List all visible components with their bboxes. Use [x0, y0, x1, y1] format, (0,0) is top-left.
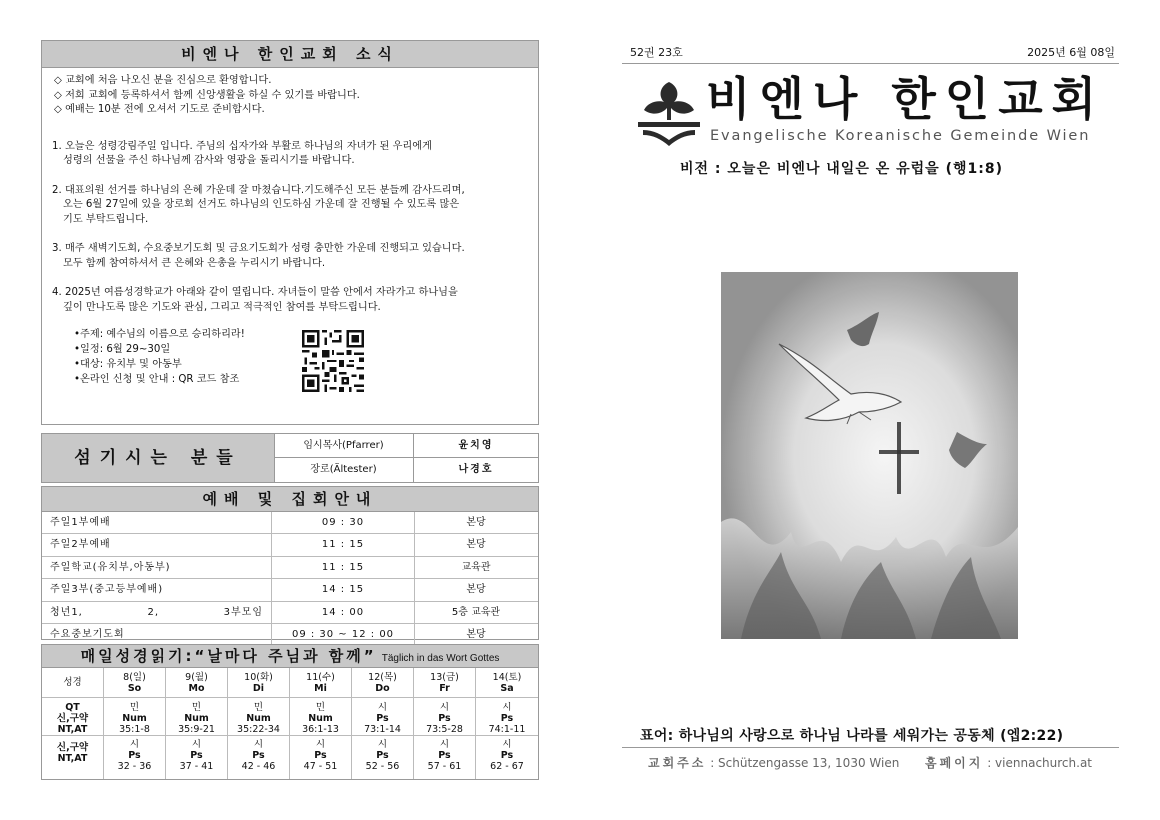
worship-time: 09 : 30 ~ 12 : 00	[272, 624, 415, 645]
news-item-line: 깊이 만나도록 많은 기도와 관심, 그리고 적극적인 참여를 부탁드립니다.	[63, 301, 381, 313]
book-de: Num	[184, 713, 209, 724]
worship-name: 청년1, 2, 3부모임	[42, 602, 272, 623]
passage: 62 - 67	[490, 761, 524, 772]
bible-camp-info	[52, 327, 528, 407]
passage: 74:1-11	[488, 724, 526, 735]
book-ko: 시	[191, 739, 202, 750]
header-divider	[622, 63, 1119, 64]
news-item-line: 4. 2025년 여름성경학교가 아래와 같이 열립니다. 자녀들이 말씀 안에서 자라가고 하나님을	[52, 287, 458, 298]
book-de: Ps	[438, 750, 451, 761]
bible-row1-label	[42, 698, 103, 736]
label-line: 신,구약	[56, 713, 89, 724]
passage: 47 - 51	[303, 761, 338, 772]
day-header	[352, 668, 413, 698]
bible-title-de: Täglich in das Wort Gottes	[381, 653, 500, 664]
church-logo-icon	[634, 80, 704, 148]
worship-place: 교육관	[461, 561, 491, 573]
book-de: Ps	[252, 750, 265, 761]
church-name-german: Evangelische Koreanische Gemeinde Wien	[710, 128, 1091, 144]
footer-divider	[622, 747, 1119, 748]
day-german: Sa	[500, 683, 514, 694]
qt-reading	[228, 698, 289, 736]
passage: 57 - 61	[427, 761, 462, 772]
day-german: Do	[375, 683, 390, 694]
worship-time: 11 : 15	[272, 534, 415, 555]
news-item-line: 모두 함께 참여하셔서 큰 은혜와 은총을 누리시기 바랍니다.	[63, 257, 326, 269]
bible-reading	[414, 736, 475, 779]
worship-place: 본당	[466, 539, 486, 551]
camp-line: •일정: 6월 29~30일	[74, 344, 171, 355]
news-body	[42, 68, 538, 407]
book-de: Num	[122, 713, 147, 724]
passage: 73:1-14	[364, 724, 401, 735]
book-ko: 민	[253, 702, 264, 713]
worship-time: 09 : 30	[272, 512, 415, 533]
news-item-line: 2. 대표의원 선거를 하나님의 은혜 가운데 잘 마쳤습니다.기도해주신 모든 분들께 감사드리며,	[52, 184, 465, 196]
news-item-line: 성령의 선물을 주신 하나님께 감사와 영광을 돌리시기를 바랍니다.	[63, 155, 355, 166]
news-item	[52, 286, 528, 315]
book-de: Ps	[314, 750, 327, 761]
passage: 35:22-34	[237, 724, 280, 735]
book-ko: 시	[439, 702, 450, 713]
worship-place: 본당	[466, 517, 486, 528]
day-date: 9(월)	[185, 672, 208, 683]
qt-reading	[104, 698, 165, 736]
passage: 32 - 36	[117, 761, 152, 772]
book-de: Num	[246, 713, 271, 724]
news-box	[41, 40, 539, 425]
worship-time: 14 : 15	[272, 579, 415, 600]
qt-reading	[166, 698, 227, 736]
bible-reading	[290, 736, 351, 779]
day-german: So	[127, 683, 142, 694]
news-item-line: 기도 부탁드립니다.	[63, 213, 149, 225]
book-ko: 시	[253, 739, 264, 750]
worship-schedule	[41, 486, 539, 640]
volume-number: 52권 23호	[630, 46, 683, 59]
qt-reading	[414, 698, 475, 736]
day-german: Mi	[314, 683, 327, 694]
label-line: NT,AT	[57, 724, 88, 735]
worship-name: 주일1부예배	[42, 512, 272, 533]
worship-row	[42, 534, 538, 556]
worship-row	[42, 602, 538, 624]
passage: 52 - 56	[365, 761, 400, 772]
book-ko: 민	[129, 702, 140, 713]
book-de: Num	[308, 713, 333, 724]
passage: 35:1-8	[119, 724, 150, 735]
speaker-name: 나경호	[458, 464, 494, 475]
day-german: Di	[252, 683, 265, 694]
bible-day-col	[414, 668, 476, 779]
address-label: 교회주소	[648, 756, 707, 770]
worship-name: 수요중보기도회	[42, 624, 272, 645]
camp-line: •온라인 신청 및 안내 : QR 코드 참조	[74, 374, 240, 385]
day-german: Mo	[188, 683, 205, 694]
welcome-line: ◇ 저희 교회에 등록하셔서 함께 신앙생활을 하실 수 있기를 바랍니다.	[54, 89, 360, 101]
day-header	[228, 668, 289, 698]
camp-line: •주제: 예수님의 이름으로 승리하리라!	[74, 329, 245, 340]
news-item	[52, 184, 528, 228]
bible-reading	[352, 736, 413, 779]
speakers-box	[41, 433, 539, 483]
worship-row	[42, 579, 538, 601]
worship-time: 11 : 15	[272, 557, 415, 578]
worship-time: 14 : 00	[272, 602, 415, 623]
bible-day-col	[476, 668, 538, 779]
day-date: 12(목)	[368, 672, 397, 683]
book-de: Ps	[376, 713, 389, 724]
vision-statement: 비전 : 오늘은 비엔나 내일은 온 유럽을 (행1:8)	[680, 161, 1003, 177]
worship-name: 주일학교(유치부,아동부)	[42, 557, 272, 578]
qt-reading	[290, 698, 351, 736]
book-ko: 시	[439, 739, 450, 750]
day-header	[414, 668, 475, 698]
worship-place: 5층 교육관	[451, 606, 501, 618]
qr-code-icon[interactable]	[302, 330, 364, 392]
camp-line: •대상: 유치부 및 아동부	[74, 359, 182, 370]
worship-row	[42, 557, 538, 579]
news-item-line: 1. 오늘은 성령강림주일 입니다. 주님의 십자가와 부활로 하나님의 자녀가 된 우리에게	[52, 140, 432, 152]
bible-title-ko: 매일성경읽기:“날마다 주님과 함께”	[80, 647, 377, 665]
address-value: : Schützengasse 13, 1030 Wien	[710, 756, 900, 770]
worship-place: 본당	[466, 628, 486, 640]
bible-title	[42, 645, 538, 668]
day-header	[166, 668, 227, 698]
book-de: Ps	[500, 750, 514, 761]
website-label: 홈페이지	[925, 756, 984, 770]
bible-day-col	[352, 668, 414, 779]
bible-row2-label	[42, 736, 103, 779]
book-de: Ps	[376, 750, 389, 761]
bible-header-label: 성경	[42, 668, 103, 698]
speakers-title: 섬기시는 분들	[42, 434, 275, 482]
book-ko: 시	[315, 739, 326, 750]
dove-cross-illustration	[721, 272, 1018, 639]
news-item-line: 3. 매주 새벽기도회, 수요중보기도회 및 금요기도회가 성령 충만한 가운데 진행되고 있습니다.	[52, 243, 465, 254]
bible-day-col	[290, 668, 352, 779]
church-address	[648, 754, 899, 771]
welcome-line: ◇ 예배는 10분 전에 오셔서 기도로 준비합시다.	[54, 104, 265, 115]
passage: 73:5-28	[426, 724, 463, 735]
bible-reading	[476, 736, 538, 779]
church-website	[925, 754, 1092, 771]
passage: 37 - 41	[179, 761, 214, 772]
book-de: Ps	[190, 750, 203, 761]
bible-day-col	[228, 668, 290, 779]
day-date: 14(토)	[492, 672, 522, 683]
day-header	[476, 668, 538, 698]
book-ko: 시	[377, 702, 388, 713]
label-line: 신,구약	[56, 742, 89, 753]
bible-reading-table	[41, 644, 539, 780]
worship-title: 예배 및 집회안내	[42, 487, 538, 512]
passage: 36:1-13	[302, 724, 339, 735]
news-item	[52, 140, 528, 169]
day-header	[104, 668, 165, 698]
day-header	[290, 668, 351, 698]
book-de: Ps	[500, 713, 514, 724]
book-ko: 민	[315, 702, 326, 713]
passage: 35:9-21	[178, 724, 215, 735]
news-item-line: 오는 6월 27일에 있을 장로회 선거도 하나님의 인도하심 가운데 잘 진행될 수 있도록 많은	[63, 199, 460, 210]
book-ko: 시	[502, 702, 512, 713]
bible-reading	[166, 736, 227, 779]
worship-row	[42, 624, 538, 645]
passage: 42 - 46	[241, 761, 276, 772]
church-motto: 표어: 하나님의 사랑으로 하나님 나라를 세워가는 공동체 (엡2:22)	[640, 728, 1064, 744]
label-line: QT	[65, 702, 80, 713]
qt-reading	[352, 698, 413, 736]
book-ko: 민	[191, 702, 202, 713]
news-title: 비엔나 한인교회 소식	[42, 41, 538, 68]
bible-reading	[228, 736, 289, 779]
speaker-role: 장로(Ältester)	[274, 458, 414, 482]
label-line: NT,AT	[57, 753, 88, 764]
bible-day-col	[104, 668, 166, 779]
website-link[interactable]: : viennachurch.at	[987, 756, 1092, 770]
day-date: 13(금)	[430, 672, 459, 683]
day-german: Fr	[439, 683, 450, 694]
bulletin-date: 2025년 6월 08일	[1027, 46, 1115, 59]
book-de: Ps	[438, 713, 451, 724]
bible-reading	[104, 736, 165, 779]
speaker-name: 윤치영	[414, 434, 538, 458]
welcome-list	[52, 74, 528, 118]
bible-day-col	[166, 668, 228, 779]
church-name: 비엔나 한인교회	[706, 72, 1106, 126]
book-ko: 시	[377, 739, 388, 750]
book-ko: 시	[502, 739, 512, 750]
worship-name: 주일2부예배	[42, 534, 272, 555]
worship-place: 본당	[466, 584, 486, 596]
worship-row	[42, 512, 538, 534]
book-de: Ps	[128, 750, 141, 761]
welcome-line: ◇ 교회에 처음 나오신 분을 진심으로 환영합니다.	[54, 75, 272, 86]
speaker-role: 임시목사(Pfarrer)	[274, 434, 414, 458]
worship-name: 주일3부(중고등부예배)	[42, 579, 272, 600]
news-item	[52, 242, 528, 271]
book-ko: 시	[129, 739, 140, 750]
day-date: 8(일)	[123, 672, 146, 683]
bible-label-col	[42, 668, 104, 779]
day-date: 10(화)	[244, 672, 273, 683]
day-date: 11(수)	[306, 672, 335, 683]
qt-reading	[476, 698, 538, 736]
